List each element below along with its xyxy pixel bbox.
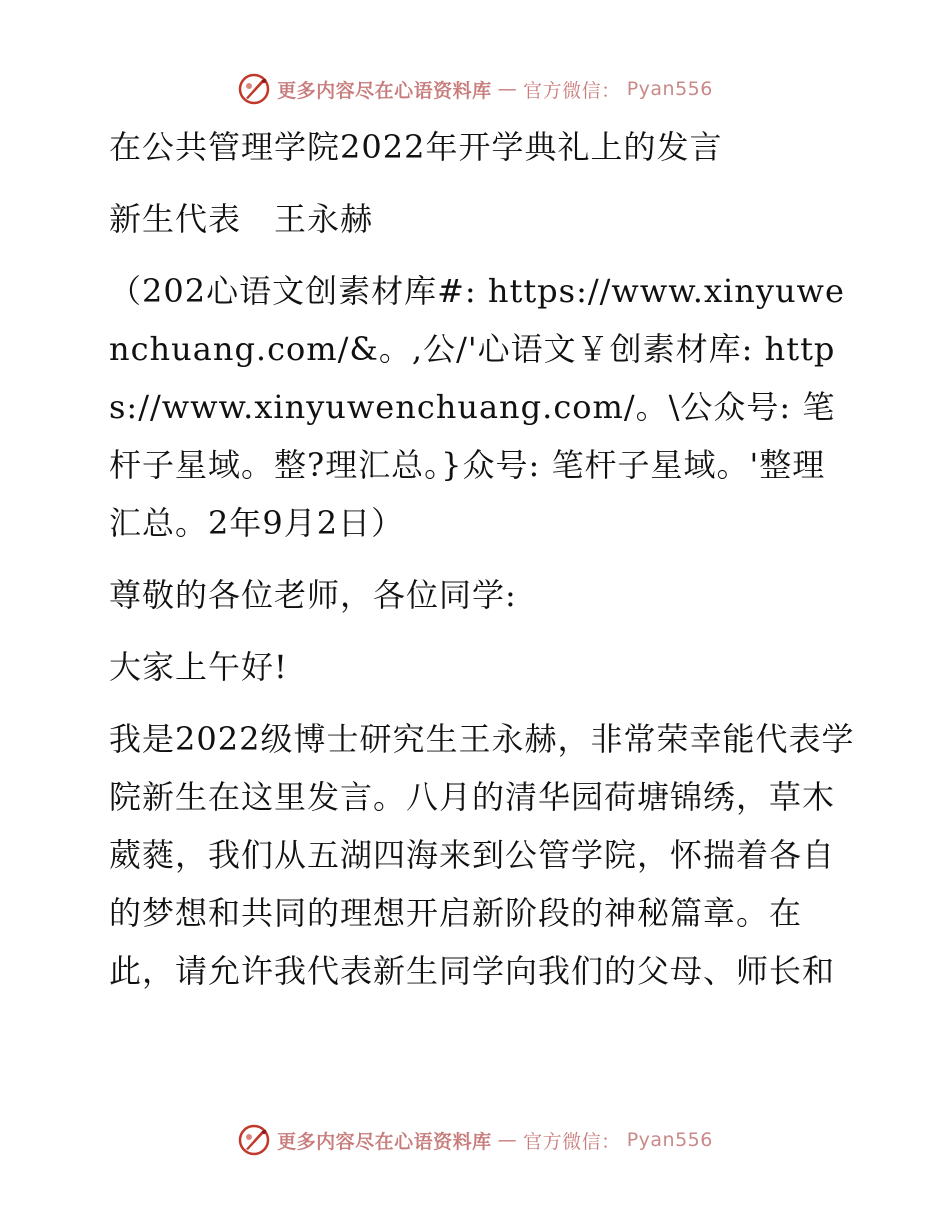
watermark-text: 更多内容尽在心语资料库 xyxy=(277,1130,492,1153)
source-note: （202心语文创素材库#: https://www.xinyuwenchuang.com/&。,公/'心语文￥创素材库: https://www.xinyuwenchuang.com/。\公众号: 笔杆子星域。整?理汇总。}众号: 笔杆子星域。'整理汇总。2年9月2日） xyxy=(109,272,845,542)
watermark-footer xyxy=(0,1123,950,1157)
watermark-header xyxy=(0,72,950,106)
watermark-wechat-label: 官方微信： xyxy=(523,1130,621,1153)
watermark-dash: — xyxy=(497,78,518,100)
greeting: 尊敬的各位老师，各位同学: xyxy=(109,576,517,614)
document-title: 在公共管理学院2022年开学典礼上的发言 xyxy=(109,128,723,166)
watermark-wechat-id: Pyan556 xyxy=(626,78,713,100)
body-paragraph: 我是2022级博士研究生王永赫，非常荣幸能代表学院新生在这里发言。八月的清华园荷塘锦绣，草木葳蕤，我们从五湖四海来到公管学院，怀揣着各自的梦想和共同的理想开启新阶段的神秘篇章。在此，请允许我代表新生同学向我们的父母、师长和 xyxy=(109,720,855,990)
watermark-wechat-label: 官方微信： xyxy=(523,79,621,102)
document-body xyxy=(97,118,857,1014)
salutation: 大家上午好! xyxy=(109,648,288,686)
speaker-line: 新生代表 王永赫 xyxy=(109,200,374,238)
watermark-text: 更多内容尽在心语资料库 xyxy=(277,79,492,102)
watermark-wechat-id: Pyan556 xyxy=(626,1129,713,1151)
quill-pen-circle-icon xyxy=(237,1123,271,1157)
quill-pen-circle-icon xyxy=(237,72,271,106)
watermark-dash: — xyxy=(497,1129,518,1151)
